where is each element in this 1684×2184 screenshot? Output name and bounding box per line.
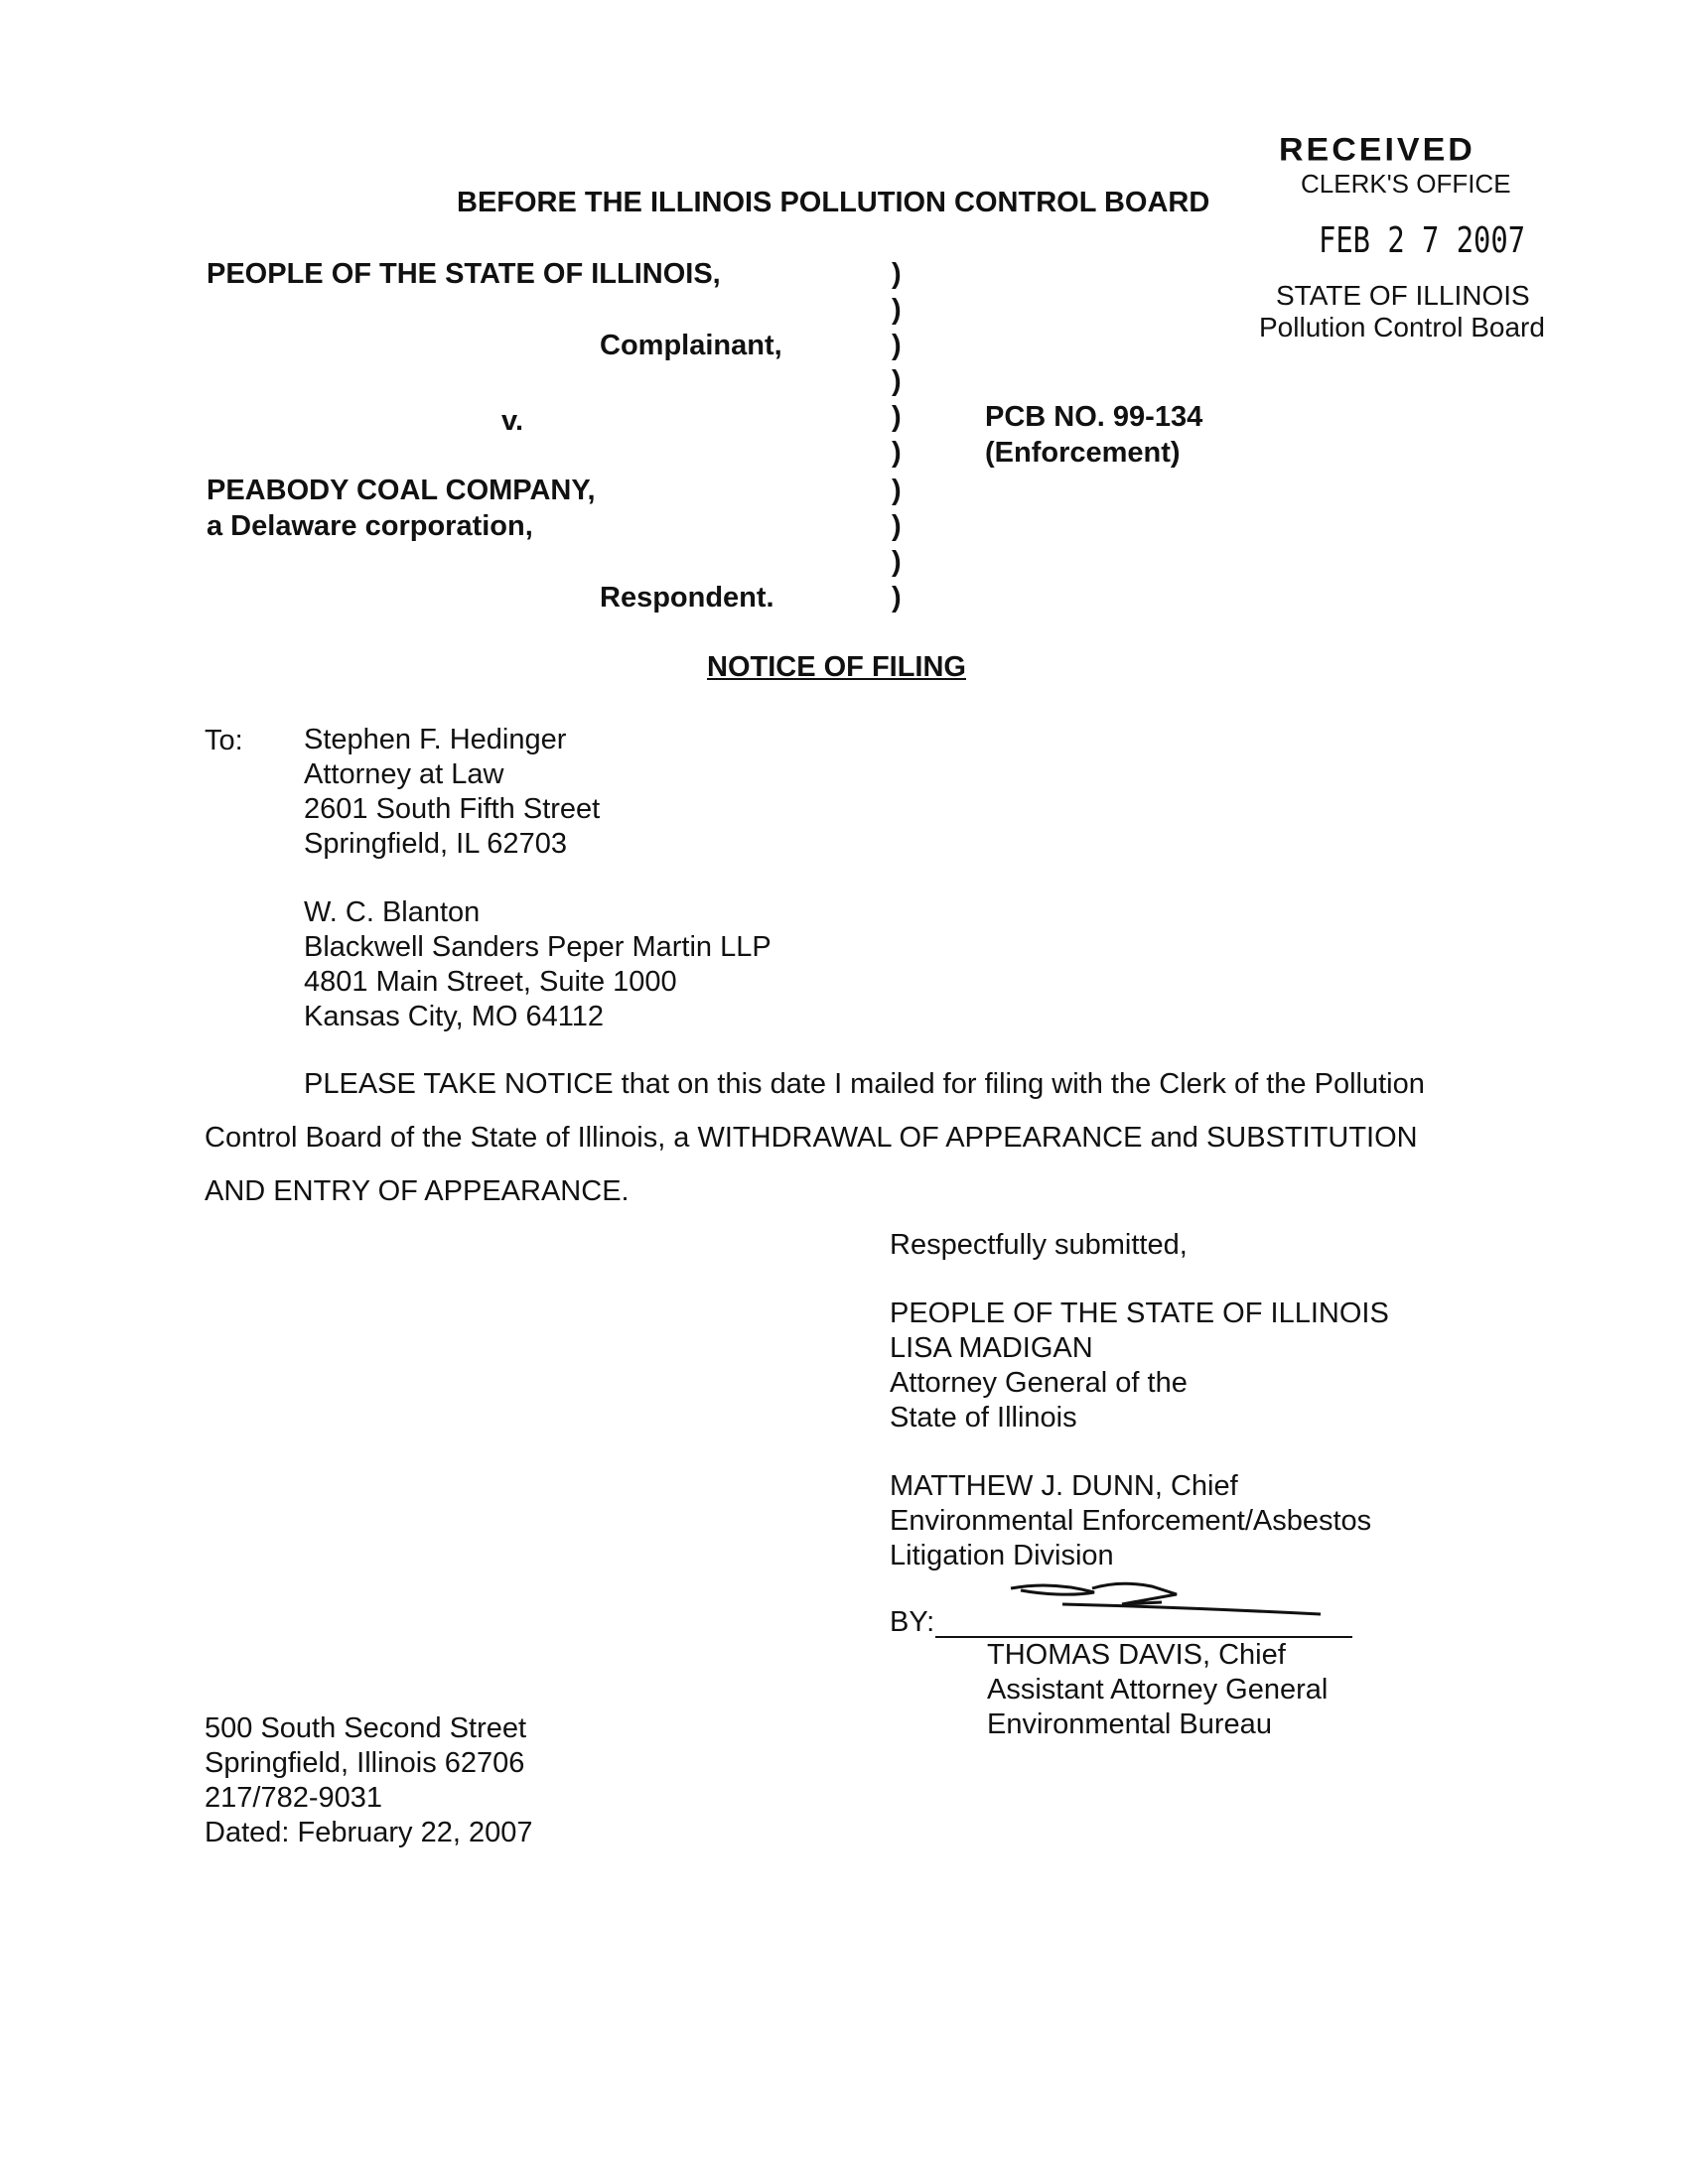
paren: ) bbox=[892, 258, 902, 290]
body-line: Control Board of the State of Illinois, a WITHDRAWAL OF APPEARANCE and SUBSTITUTION bbox=[205, 1122, 1418, 1154]
signer-line: Environmental Bureau bbox=[987, 1708, 1272, 1740]
recipient-line: Blackwell Sanders Peper Martin LLP bbox=[304, 931, 772, 963]
recipient-block bbox=[304, 895, 772, 1034]
signature-line: Environmental Enforcement/Asbestos bbox=[890, 1505, 1372, 1537]
recipient-line: Kansas City, MO 64112 bbox=[304, 1001, 604, 1032]
closing: Respectfully submitted, bbox=[890, 1229, 1188, 1261]
attorney-general-block bbox=[890, 1297, 1389, 1435]
stamp-board: Pollution Control Board bbox=[1259, 312, 1545, 342]
signature-line: Attorney General of the bbox=[890, 1367, 1188, 1399]
address-line: 500 South Second Street bbox=[205, 1712, 527, 1744]
signature-line: State of Illinois bbox=[890, 1402, 1077, 1433]
paren: ) bbox=[892, 582, 902, 614]
recipient-line: 4801 Main Street, Suite 1000 bbox=[304, 966, 677, 998]
defendant-description: a Delaware corporation, bbox=[207, 510, 533, 542]
case-number: PCB NO. 99-134 bbox=[985, 401, 1203, 433]
signer-line: Assistant Attorney General bbox=[987, 1674, 1329, 1706]
plaintiff-role: Complainant, bbox=[600, 330, 782, 361]
recipient-line: Attorney at Law bbox=[304, 758, 504, 790]
stamp-received: RECEIVED bbox=[1279, 131, 1475, 169]
document-title: NOTICE OF FILING bbox=[707, 651, 966, 683]
recipient-line: Stephen F. Hedinger bbox=[304, 724, 567, 755]
paren: ) bbox=[892, 546, 902, 578]
paren: ) bbox=[892, 475, 902, 506]
recipient-line: Springfield, IL 62703 bbox=[304, 828, 567, 860]
recipient-line: W. C. Blanton bbox=[304, 896, 481, 928]
paren: ) bbox=[892, 437, 902, 469]
address-line: Springfield, Illinois 62706 bbox=[205, 1747, 525, 1779]
division-block bbox=[890, 1469, 1371, 1573]
body-line: PLEASE TAKE NOTICE that on this date I mailed for filing with the Clerk of the Pollution bbox=[304, 1068, 1425, 1100]
court-heading: BEFORE THE ILLINOIS POLLUTION CONTROL BOARD bbox=[457, 187, 1210, 218]
body-line: AND ENTRY OF APPEARANCE. bbox=[205, 1175, 630, 1207]
defendant-name: PEABODY COAL COMPANY, bbox=[207, 475, 596, 506]
paren: ) bbox=[892, 510, 902, 542]
stamp-state: STATE OF ILLINOIS bbox=[1276, 280, 1530, 311]
date-line: Dated: February 22, 2007 bbox=[205, 1817, 533, 1848]
recipient-line: 2601 South Fifth Street bbox=[304, 793, 601, 825]
paren: ) bbox=[892, 294, 902, 326]
by-label: BY: bbox=[890, 1606, 935, 1638]
case-type: (Enforcement) bbox=[985, 437, 1181, 469]
signer-block bbox=[987, 1638, 1328, 1742]
signature-line: Litigation Division bbox=[890, 1540, 1114, 1571]
signer-line: THOMAS DAVIS, Chief bbox=[987, 1639, 1286, 1671]
plaintiff-name: PEOPLE OF THE STATE OF ILLINOIS, bbox=[207, 258, 721, 290]
paren: ) bbox=[892, 365, 902, 397]
paren: ) bbox=[892, 401, 902, 433]
defendant-role: Respondent. bbox=[600, 582, 774, 614]
recipient-block bbox=[304, 723, 600, 862]
phone-line: 217/782-9031 bbox=[205, 1782, 382, 1814]
signature-line: MATTHEW J. DUNN, Chief bbox=[890, 1470, 1238, 1502]
signature-line: PEOPLE OF THE STATE OF ILLINOIS bbox=[890, 1297, 1389, 1329]
versus: v. bbox=[501, 405, 524, 437]
paren: ) bbox=[892, 330, 902, 361]
handwritten-signature bbox=[1003, 1574, 1340, 1634]
footer-address bbox=[205, 1711, 532, 1850]
to-label: To: bbox=[205, 725, 243, 756]
stamp-clerks-office: CLERK'S OFFICE bbox=[1301, 169, 1511, 199]
signature-line: LISA MADIGAN bbox=[890, 1332, 1093, 1364]
stamp-date: FEB 2 7 2007 bbox=[1319, 220, 1526, 261]
